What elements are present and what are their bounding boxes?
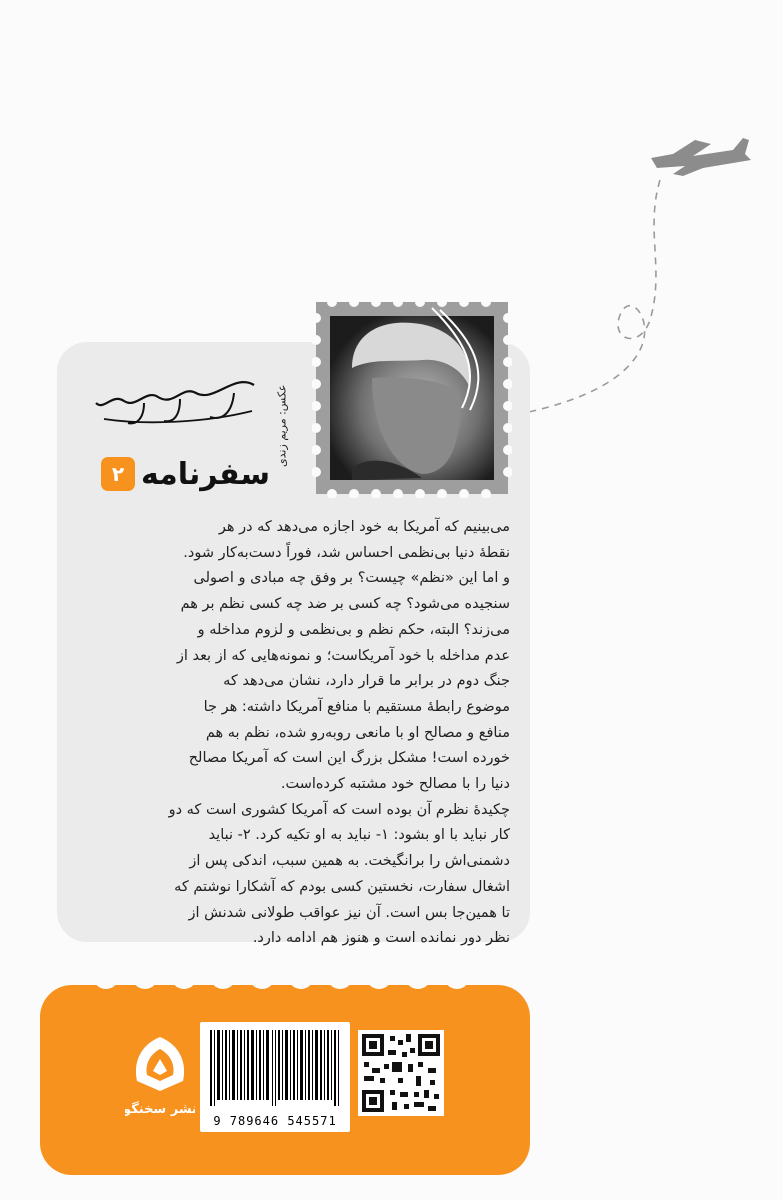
perforation-hole	[171, 963, 197, 989]
publisher-logo	[125, 1033, 195, 1123]
blurb-line: منافع و مصالح او با مانعی روبه‌رو شده، نظم به هم	[205, 724, 510, 741]
perforation-hole	[405, 963, 431, 989]
series-label	[90, 450, 270, 498]
blurb-line: چکیدهٔ نظرم آن بوده است که آمریکا کشوری است که دو	[168, 801, 510, 818]
perforation-hole	[93, 963, 119, 989]
blurb-line: دشمنی‌اش را برانگیخت. به همین سبب، اندکی پس از	[189, 853, 510, 870]
perforation-hole	[327, 963, 353, 989]
blurb-line: خورده است! مشکل بزرگ این است که آمریکا مصالح	[188, 750, 510, 767]
blurb-line: کار نباید با او بشود: ۱- نباید به او تکیه کرد. ۲- نباید	[208, 827, 510, 844]
blurb-line: و اما این «نظم» چیست؟ بر وفق چه مبادی و اصولی	[193, 570, 510, 587]
perforation-hole	[288, 963, 314, 989]
perforation-hole	[210, 963, 236, 989]
photo-credit: عکس: مریم زندی	[275, 384, 289, 468]
series-number-badge: ۲	[101, 457, 135, 491]
perforation-hole	[444, 963, 470, 989]
blurb-line: عدم مداخله با خود آمریکاست؛ و نمونه‌هایی که از بعد از	[176, 647, 510, 664]
blurb-line: تا همین‌جا بس است. آن نیز عواقب طولانی شدنش از	[188, 904, 510, 921]
perforation-hole	[249, 963, 275, 989]
blurb-line: دنیا را با مصالح خود مشتبه کرده‌است.	[280, 776, 510, 793]
blurb-text	[82, 515, 510, 952]
blurb-line: می‌بینیم که آمریکا به خود اجازه می‌دهد که در هر	[218, 519, 510, 535]
isbn-barcode	[200, 1022, 350, 1132]
perforation-hole	[132, 963, 158, 989]
isbn-number: 9 789646 545571	[213, 1114, 337, 1128]
author-signature	[84, 363, 264, 431]
perforation-hole	[366, 963, 392, 989]
blurb-line: می‌زند؟ البته، حکم نظم و بی‌نظمی و لزوم مداخله و	[197, 621, 510, 638]
blurb-line: جنگ دوم در برابر ما قرار دارد، نشان می‌دهد که	[223, 673, 510, 690]
series-title: سفرنامه	[140, 456, 270, 492]
blurb-line: نقطهٔ دنیا بی‌نظمی احساس شد، فوراً دست‌به‌کار شود.	[183, 544, 510, 561]
qr-code	[358, 1030, 444, 1116]
blurb-line: موضوع رابطهٔ مستقیم با منافع آمریکا داشته: هر جا	[203, 698, 510, 715]
svg-text:نشر سخنگو: نشر سخنگو	[125, 1102, 195, 1117]
blurb-line: سنجیده می‌شود؟ چه کسی بر ضد چه کسی نظم بر هم	[180, 596, 510, 613]
blurb-line: نظر دور نمانده است و هنوز هم ادامه دارد.	[252, 930, 510, 947]
blurb-line: اشغال سفارت، نخستین کسی بودم که آشکارا نوشتم که	[174, 878, 510, 895]
author-photo-stamp	[312, 298, 512, 498]
